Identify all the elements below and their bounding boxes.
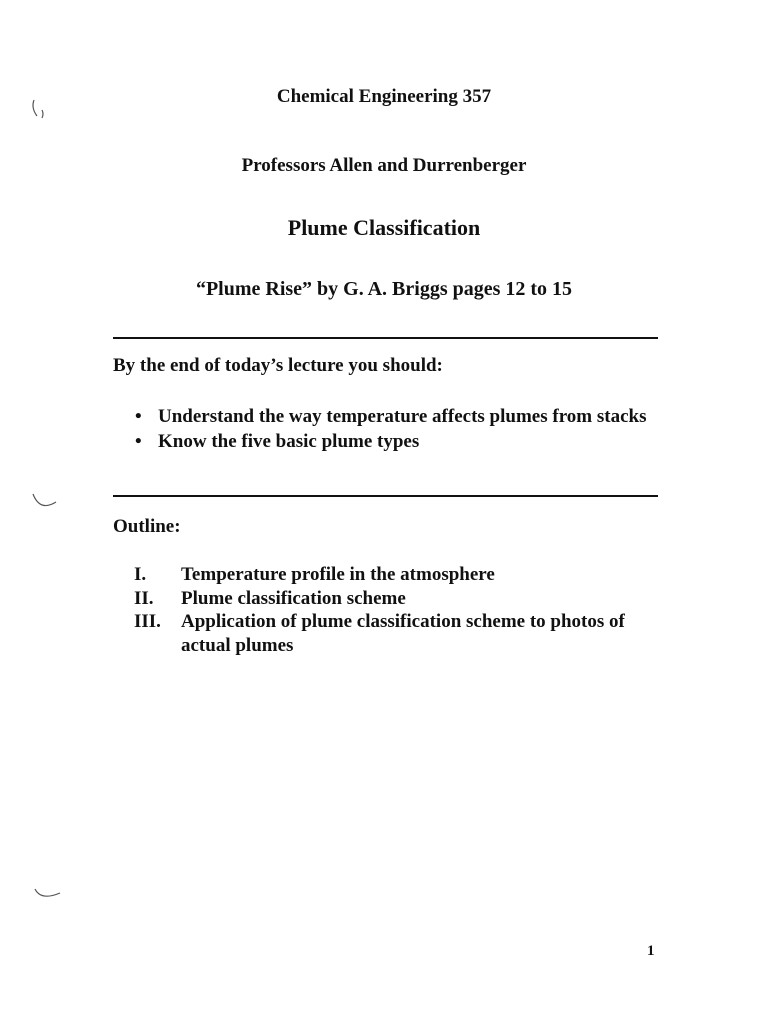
objective-item	[135, 405, 655, 428]
outline-text: Temperature profile in the atmosphere	[181, 564, 495, 585]
page-number: 1	[647, 943, 655, 959]
divider-rule-top	[113, 337, 658, 339]
reading-reference: “Plume Rise” by G. A. Briggs pages 12 to 15	[195, 278, 573, 300]
outline-item	[134, 587, 664, 611]
outline-numeral: II.	[134, 587, 154, 609]
outline-heading: Outline:	[113, 516, 181, 537]
margin-mark-bottom	[32, 883, 68, 907]
bullet-marker: •	[135, 431, 142, 452]
outline-numeral: III.	[134, 611, 161, 632]
outline-item	[134, 563, 664, 587]
outline-text: Plume classification scheme	[181, 587, 406, 609]
objective-text: Understand the way temperature affects plumes from stacks	[158, 406, 647, 427]
professors-line: Professors Allen and Durrenberger	[241, 155, 527, 176]
course-title: Chemical Engineering 357	[276, 86, 492, 107]
margin-mark-middle	[30, 488, 66, 512]
divider-rule-bottom	[113, 495, 658, 497]
objective-text: Know the five basic plume types	[158, 431, 420, 452]
outline-text: Application of plume classification scheme to photos of actual plumes	[181, 611, 625, 656]
outline-list	[134, 563, 664, 657]
objectives-heading: By the end of today’s lecture you should:	[113, 355, 443, 376]
objective-item	[135, 430, 655, 453]
objectives-list	[135, 405, 655, 455]
lecture-title: Plume Classification	[287, 215, 481, 240]
bullet-marker: •	[135, 406, 142, 427]
outline-numeral: I.	[134, 564, 147, 585]
outline-item	[134, 610, 664, 657]
